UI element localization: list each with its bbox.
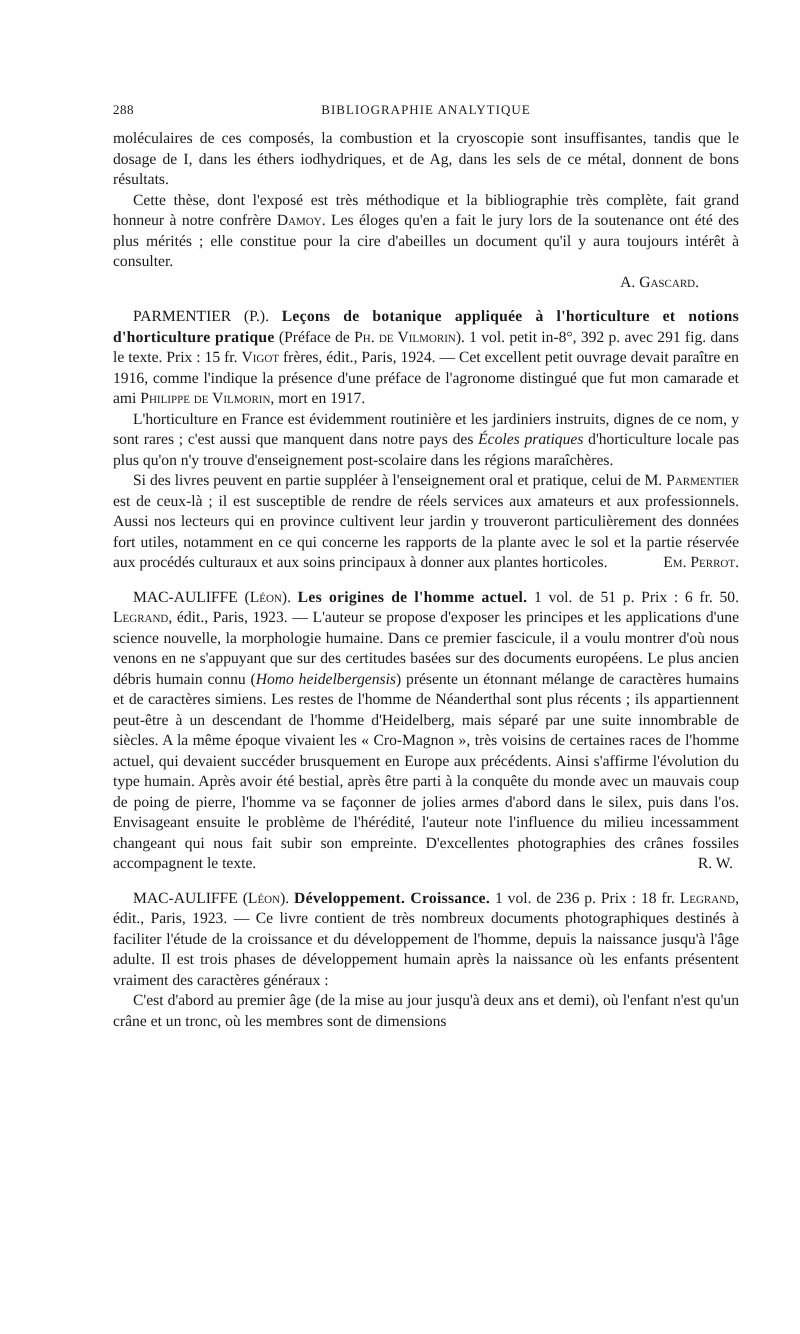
review-paragraph xyxy=(113,471,739,574)
review-author: PARMENTIER (P.). xyxy=(133,308,269,325)
author-first-name: Léon xyxy=(247,889,281,907)
text-span: est de ceux-là ; il est susceptible de rendre de réels services aux amateurs et aux professionnels. Aussi nos lecteurs qui en province cultivent leur jardin y trouveront particulièrement des données fort utiles, notamment en ce qui concerne les rapports de la plante avec le sol et la partie réservée aux procédés culturaux et aux soins principaux à donner aux plantes horticoles. xyxy=(113,492,739,571)
publisher-name: Legrand xyxy=(113,609,169,626)
text-span: Cette thèse, dont l'exposé est très méthodique et la bibliographie très complète, fait grand honneur à notre confrère xyxy=(113,191,739,229)
review-title: Développement. Croissance. xyxy=(294,889,491,907)
species-name: Homo heidelbergensis xyxy=(255,670,396,688)
text-span: d'horticulture locale pas plus qu'on n'y trouve d'enseignement post-scolaire dans les régions maraîchères. xyxy=(113,431,740,469)
review-title: Les origines de l'homme actuel. xyxy=(297,588,528,606)
text-span: 1 vol. de 236 p. Prix : 18 fr. xyxy=(490,889,680,907)
italic-term: Écoles pratiques xyxy=(478,431,584,448)
review-author: MAC-AULIFFE ( xyxy=(133,889,248,907)
running-head: BIBLIOGRAPHIE ANALYTIQUE xyxy=(321,102,531,117)
review-author: MAC-AULIFFE ( xyxy=(133,588,250,606)
review-signature: R. W. xyxy=(697,855,733,872)
author-first-name: Léon xyxy=(249,588,282,606)
text-span: , édit., Paris, 1923. — Ce livre contient de très nombreux documents photographiques destinés à faciliter l'étude de la croissance et du développement de l'homme, depuis la naissance jusqu'à l'âge adulte. Il est trois phases de développement humain après la naissance où les enfants présentent vraiment des caractères généraux : xyxy=(113,889,739,989)
review-signature: A. Gascard. xyxy=(620,273,699,291)
review-signature: Em. Perrot. xyxy=(663,554,739,571)
page-header xyxy=(113,100,739,120)
continuation-paragraph-2 xyxy=(113,191,739,273)
review-citation xyxy=(113,889,739,992)
document-page xyxy=(113,100,739,1032)
person-name: Parmentier xyxy=(666,472,739,489)
text-span: . Les éloges qu'en a fait le jury lors de la soutenance ont été des plus mérités ; elle constitue pour la cire d'abeilles un document qu'il y aura toujours intérêt à consulter. xyxy=(113,212,739,270)
review-parmentier xyxy=(113,307,739,574)
text-span: L'horticulture en France est évidemment routinière et les jardiniers instruits, dignes de ce nom, y sont rares ; c'est aussi que manquent dans notre pays des xyxy=(113,410,739,448)
text-span: (Préface de xyxy=(274,328,355,346)
page-number: 288 xyxy=(113,102,134,117)
publisher-name: Vigot xyxy=(241,349,280,366)
person-name: Damoy xyxy=(276,212,322,229)
person-name: Philippe de Vilmorin xyxy=(140,390,271,407)
review-author: ). xyxy=(281,588,291,606)
text-span: , édit., Paris, 1923. — L'auteur se propose d'exposer les principes et les applications d'une science nouvelle, la morphologie humaine. Dans ce premier fascicule, il a voulu montrer d'où nous venons en ne s'appuyant que sur des certitudes basées sur des documents européens. Le plus ancien débris humain connu ( xyxy=(113,609,739,688)
text-span: ) présente un étonnant mélange de caractères humains et de caractères simiens. Les restes de l'homme de Néanderthal sont plus récents ; ils appartiennent peut-être à un descendant de l'homme d'Heidelberg, mais séparé par une suite innombrable de siècles. A la même époque vivaient les « Cro-Magnon », très voisins de certaines races de l'homme actuel, qui devaient succéder brusquement en Europe aux précédents. Ainsi s'affirme l'évolution du type humain. Après avoir été bestial, après être parti à la conquête du monde avec un mauvais coup de poing de pierre, l'homme va se façonner de jolies armes d'abord dans le silex, puis dans l'os. Envisageant ensuite le problème de l'hérédité, l'auteur note l'influence du milieu incessamment changeant qui nous fait subir son empreinte. D'excellentes photographies des crânes fossiles accompagnent le texte. xyxy=(113,670,740,872)
review-paragraph xyxy=(113,410,739,472)
review-citation xyxy=(113,588,739,875)
text-span: Si des livres peuvent en partie suppléer à l'enseignement oral et pratique, celui de M. xyxy=(133,472,667,489)
text-span: , mort en 1917. xyxy=(270,390,366,407)
review-paragraph: C'est d'abord au premier âge (de la mise au jour jusqu'à deux ans et demi), où l'enfant n'est qu'un crâne et un tronc, où les membres sont de dimensions xyxy=(113,992,739,1030)
text-span: 1 vol. de 51 p. Prix : 6 fr. 50. xyxy=(527,588,739,606)
text-span: frères, édit., Paris, 1924. — Cet excellent petit ouvrage devait paraître en 1916, comme l'indique la présence d'une préface de l'agronome distingué que fut mon camarade et ami xyxy=(113,349,739,407)
person-name: Ph. de Vilmorin xyxy=(354,328,456,346)
text-span: ). 1 vol. petit in-8°, 392 p. avec 291 fig. dans le texte. Prix : 15 fr. xyxy=(113,328,739,366)
review-mac-auliffe-origines xyxy=(113,588,739,875)
review-title: Leçons de botanique appliquée à l'horticulture et notions d'horticulture pratique xyxy=(113,308,739,346)
continuation-paragraph-1: moléculaires de ces composés, la combustion et la cryoscopie sont insuffisantes, tandis que le dosage de I, dans les éthers iodhydriques, et de Ag, dans les sels de ce métal, donnent de bons résultats. xyxy=(113,130,739,188)
publisher-name: Legrand xyxy=(679,889,736,907)
review-citation xyxy=(113,307,739,410)
review-author: ). xyxy=(280,889,290,907)
review-mac-auliffe-developpement xyxy=(113,889,739,1033)
